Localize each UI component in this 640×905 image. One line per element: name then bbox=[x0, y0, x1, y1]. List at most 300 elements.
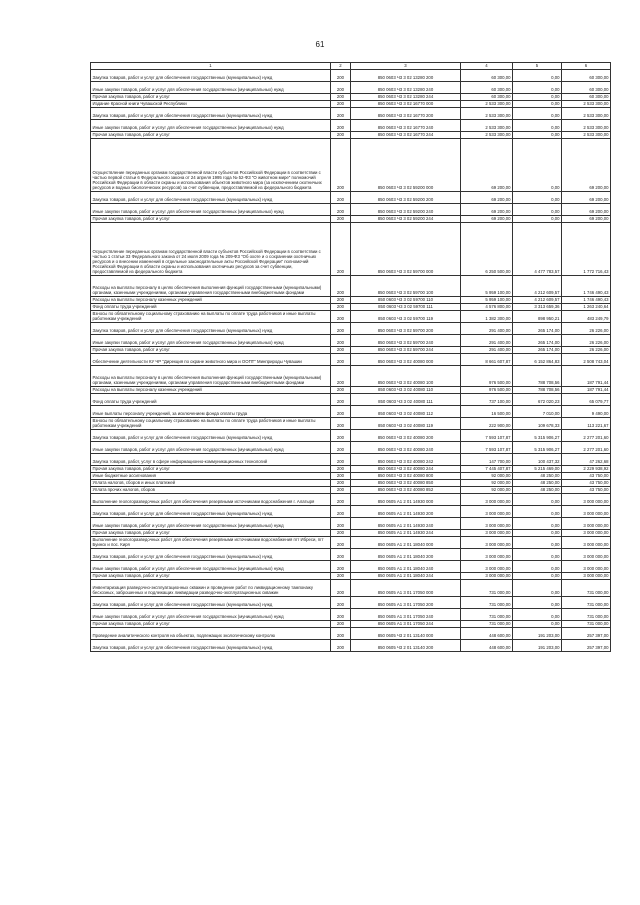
row-unexecuted-amount: 3 000 000,00 bbox=[562, 549, 611, 561]
table-row bbox=[91, 597, 611, 609]
row-description: Прочая закупка товаров, работ и услуг bbox=[91, 216, 331, 223]
row-budget-classification-code: 850 0605 А1 2 01 18040 240 bbox=[351, 561, 461, 573]
row-executed-amount: 5 315 906,27 bbox=[513, 442, 562, 454]
row-approved-amount: 731 000,00 bbox=[461, 609, 513, 621]
row-approved-amount: 2 533 300,00 bbox=[461, 101, 513, 108]
row-unexecuted-amount: 731 000,00 bbox=[562, 621, 611, 628]
row-budget-classification-code: 850 0603 Ч3 3 02 59700 119 bbox=[351, 311, 461, 323]
row-executed-amount: 0,00 bbox=[513, 101, 562, 108]
row-description: Закупка товаров, работ и услуг для обеспечения государственных (муниципальных) нужд bbox=[91, 597, 331, 609]
row-line-code: 200 bbox=[331, 120, 351, 132]
row-budget-classification-code: 850 0605 А1 3 01 17050 000 bbox=[351, 580, 461, 597]
row-executed-amount: 0,00 bbox=[513, 70, 562, 82]
row-line-code: 200 bbox=[331, 597, 351, 609]
row-unexecuted-amount: 69 200,00 bbox=[562, 204, 611, 216]
table-row bbox=[91, 640, 611, 652]
row-line-code: 200 bbox=[331, 609, 351, 621]
row-description: Расходы на выплаты персоналу казенных учреждений bbox=[91, 297, 331, 304]
row-line-code: 200 bbox=[331, 549, 351, 561]
row-executed-amount: 0,00 bbox=[513, 549, 562, 561]
row-approved-amount: 69 200,00 bbox=[461, 139, 513, 192]
row-unexecuted-amount: 113 221,67 bbox=[562, 418, 611, 430]
row-budget-classification-code: 850 0603 Ч3 3 02 40080 112 bbox=[351, 406, 461, 418]
row-budget-classification-code: 850 0603 Ч3 3 02 59200 244 bbox=[351, 216, 461, 223]
row-budget-classification-code: 850 0603 Ч3 3 02 40080 850 bbox=[351, 480, 461, 487]
row-line-code: 200 bbox=[331, 101, 351, 108]
table-row bbox=[91, 192, 611, 204]
row-approved-amount: 731 000,00 bbox=[461, 580, 513, 597]
row-description: Прочая закупка товаров, работ и услуг bbox=[91, 94, 331, 101]
row-unexecuted-amount: 43 750,00 bbox=[562, 480, 611, 487]
row-line-code: 200 bbox=[331, 573, 351, 580]
row-description: Иные закупки товаров, работ и услуг для обеспечения государственных (муниципальных) нужд bbox=[91, 561, 331, 573]
row-budget-classification-code: 850 0603 Ч3 3 02 13280 244 bbox=[351, 94, 461, 101]
row-description: Прочая закупка товаров, работ и услуг bbox=[91, 621, 331, 628]
row-approved-amount: 69 200,00 bbox=[461, 192, 513, 204]
row-budget-classification-code: 850 0603 Ч3 3 02 59700 100 bbox=[351, 276, 461, 297]
row-line-code: 200 bbox=[331, 323, 351, 335]
row-budget-classification-code: 850 0603 Ч3 3 02 40080 852 bbox=[351, 487, 461, 494]
row-line-code: 200 bbox=[331, 94, 351, 101]
table-row bbox=[91, 216, 611, 223]
row-unexecuted-amount: 1 772 716,43 bbox=[562, 223, 611, 276]
row-description: Инвентаризация разведочно-эксплуатационных скважин и проведение работ по ликвидационному тампонажу бесхозных, заброшенных и подлежащих ликвидации разведочно-эксплуатационных скважин bbox=[91, 580, 331, 597]
row-description: Осуществление переданных органам государственной власти субъектов Российской Федерации в соответствии с частью первой статьи 6 Федерального закона от 24 апреля 1995 года № 52-ФЗ "О животном мире" полномочий Российской Федерации в области охраны и использования объектов животного мира (за исключением охотничьих ресурсов и водных биологических ресурсов) за счет субвенции, предоставляемой из федерального бюджета bbox=[91, 139, 331, 192]
row-executed-amount: 0,00 bbox=[513, 108, 562, 120]
row-approved-amount: 3 000 000,00 bbox=[461, 573, 513, 580]
table-row bbox=[91, 347, 611, 354]
row-executed-amount: 48 250,00 bbox=[513, 473, 562, 480]
row-budget-classification-code: 850 0603 Ч3 3 02 13280 240 bbox=[351, 82, 461, 94]
row-approved-amount: 291 400,00 bbox=[461, 335, 513, 347]
table-row bbox=[91, 276, 611, 297]
row-approved-amount: 3 000 000,00 bbox=[461, 518, 513, 530]
row-budget-classification-code: 850 0603 Ч3 3 02 59700 240 bbox=[351, 335, 461, 347]
row-approved-amount: 976 500,00 bbox=[461, 387, 513, 394]
table-row bbox=[91, 387, 611, 394]
row-line-code: 200 bbox=[331, 132, 351, 139]
row-line-code: 200 bbox=[331, 406, 351, 418]
column-number: 3 bbox=[351, 63, 461, 70]
row-unexecuted-amount: 26 226,00 bbox=[562, 335, 611, 347]
row-approved-amount: 448 600,00 bbox=[461, 640, 513, 652]
row-approved-amount: 3 000 000,00 bbox=[461, 530, 513, 537]
row-executed-amount: 6 152 864,83 bbox=[513, 354, 562, 366]
row-executed-amount: 3 313 659,36 bbox=[513, 304, 562, 311]
row-line-code: 200 bbox=[331, 311, 351, 323]
table-row bbox=[91, 132, 611, 139]
row-executed-amount: 0,00 bbox=[513, 518, 562, 530]
row-budget-classification-code: 850 0603 Ч3 3 02 40080 100 bbox=[351, 366, 461, 387]
row-line-code: 200 bbox=[331, 487, 351, 494]
table-row bbox=[91, 120, 611, 132]
row-approved-amount: 6 250 500,00 bbox=[461, 223, 513, 276]
table-row bbox=[91, 487, 611, 494]
row-approved-amount: 69 200,00 bbox=[461, 216, 513, 223]
row-description: Закупка товаров, работ и услуг для обеспечения государственных (муниципальных) нужд bbox=[91, 549, 331, 561]
row-line-code: 200 bbox=[331, 394, 351, 406]
row-line-code: 200 bbox=[331, 108, 351, 120]
row-line-code: 200 bbox=[331, 537, 351, 549]
row-description: Взносы по обязательному социальному страхованию на выплаты по оплате труда работников и иные выплаты работникам учреждений bbox=[91, 311, 331, 323]
row-budget-classification-code: 850 0603 Ч3 3 02 40080 111 bbox=[351, 394, 461, 406]
row-budget-classification-code: 850 0605 А1 3 01 17050 240 bbox=[351, 609, 461, 621]
row-description: Закупка товаров, работ и услуг для обеспечения государственных (муниципальных) нужд bbox=[91, 108, 331, 120]
row-executed-amount: 109 678,33 bbox=[513, 418, 562, 430]
row-budget-classification-code: 850 0603 Ч3 3 02 40080 800 bbox=[351, 473, 461, 480]
row-executed-amount: 898 950,21 bbox=[513, 311, 562, 323]
row-unexecuted-amount: 2 277 201,60 bbox=[562, 430, 611, 442]
row-executed-amount: 265 174,00 bbox=[513, 335, 562, 347]
row-budget-classification-code: 850 0605 А1 2 01 14930 240 bbox=[351, 518, 461, 530]
row-description: Фонд оплаты труда учреждений bbox=[91, 304, 331, 311]
table-row bbox=[91, 430, 611, 442]
row-description: Уплата налогов, сборов и иных платежей bbox=[91, 480, 331, 487]
row-approved-amount: 60 300,00 bbox=[461, 82, 513, 94]
row-line-code: 200 bbox=[331, 442, 351, 454]
row-approved-amount: 69 200,00 bbox=[461, 204, 513, 216]
row-executed-amount: 672 020,23 bbox=[513, 394, 562, 406]
row-description: Иные закупки товаров, работ и услуг для обеспечения государственных (муниципальных) нужд bbox=[91, 609, 331, 621]
row-approved-amount: 448 600,00 bbox=[461, 628, 513, 640]
column-number: 5 bbox=[513, 63, 562, 70]
row-executed-amount: 48 250,00 bbox=[513, 480, 562, 487]
row-line-code: 200 bbox=[331, 82, 351, 94]
row-unexecuted-amount: 483 249,79 bbox=[562, 311, 611, 323]
row-unexecuted-amount: 1 746 490,43 bbox=[562, 297, 611, 304]
budget-execution-table bbox=[90, 62, 611, 652]
row-unexecuted-amount: 26 226,00 bbox=[562, 347, 611, 354]
table-row bbox=[91, 561, 611, 573]
row-approved-amount: 2 533 300,00 bbox=[461, 132, 513, 139]
row-description: Иные закупки товаров, работ и услуг для обеспечения государственных (муниципальных) нужд bbox=[91, 335, 331, 347]
row-budget-classification-code: 850 0603 Ч3 3 02 59700 200 bbox=[351, 323, 461, 335]
row-budget-classification-code: 850 0603 Ч3 3 02 40080 240 bbox=[351, 442, 461, 454]
table-row bbox=[91, 394, 611, 406]
table-row bbox=[91, 580, 611, 597]
row-line-code: 200 bbox=[331, 466, 351, 473]
row-approved-amount: 3 000 000,00 bbox=[461, 494, 513, 506]
row-executed-amount: 0,00 bbox=[513, 537, 562, 549]
row-approved-amount: 2 533 300,00 bbox=[461, 120, 513, 132]
row-budget-classification-code: 850 0603 Ч3 3 02 59200 240 bbox=[351, 204, 461, 216]
row-description: Иные закупки товаров, работ и услуг для обеспечения государственных (муниципальных) нужд bbox=[91, 120, 331, 132]
row-budget-classification-code: 850 0603 Ч3 3 02 59200 000 bbox=[351, 139, 461, 192]
row-line-code: 200 bbox=[331, 530, 351, 537]
column-number-row bbox=[91, 63, 611, 70]
table-row bbox=[91, 418, 611, 430]
row-description: Осуществление переданных органам государственной власти субъектов Российской Федерации в соответствии с частью 1 статьи 33 Федерального закона от 24 июля 2009 года № 209-ФЗ "Об охоте и о сохранении охотничьих ресурсов и о внесении изменений в отдельные законодательные акты Российской Федерации" полномочий Российской Федерации в области охраны и использования охотничьих ресурсов за счет субвенции, предоставляемой из федерального бюджета bbox=[91, 223, 331, 276]
row-description: Издание Красной книги Чувашской Республики bbox=[91, 101, 331, 108]
row-executed-amount: 0,00 bbox=[513, 494, 562, 506]
row-unexecuted-amount: 187 791,44 bbox=[562, 366, 611, 387]
row-unexecuted-amount: 60 300,00 bbox=[562, 70, 611, 82]
row-unexecuted-amount: 2 533 300,00 bbox=[562, 108, 611, 120]
row-approved-amount: 222 900,00 bbox=[461, 418, 513, 430]
row-description: Обеспечение деятельности КУ ЧР "Дирекция по охране животного мира и ООПТ" Минприроды Чувашии bbox=[91, 354, 331, 366]
row-unexecuted-amount: 2 533 300,00 bbox=[562, 132, 611, 139]
row-line-code: 200 bbox=[331, 223, 351, 276]
row-executed-amount: 0,00 bbox=[513, 139, 562, 192]
row-budget-classification-code: 850 0605 А1 2 01 14930 244 bbox=[351, 530, 461, 537]
row-budget-classification-code: 850 0603 Ч3 3 02 16770 240 bbox=[351, 120, 461, 132]
row-executed-amount: 0,00 bbox=[513, 530, 562, 537]
row-executed-amount: 7 010,00 bbox=[513, 406, 562, 418]
table-row bbox=[91, 354, 611, 366]
row-description: Прочая закупка товаров, работ и услуг bbox=[91, 132, 331, 139]
table-row bbox=[91, 304, 611, 311]
row-line-code: 200 bbox=[331, 473, 351, 480]
column-number: 2 bbox=[331, 63, 351, 70]
row-unexecuted-amount: 60 300,00 bbox=[562, 94, 611, 101]
row-unexecuted-amount: 3 000 000,00 bbox=[562, 530, 611, 537]
row-budget-classification-code: 850 0605 А1 2 01 14930 000 bbox=[351, 494, 461, 506]
table-row bbox=[91, 323, 611, 335]
row-unexecuted-amount: 3 000 000,00 bbox=[562, 506, 611, 518]
row-executed-amount: 48 250,00 bbox=[513, 487, 562, 494]
row-line-code: 200 bbox=[331, 70, 351, 82]
row-unexecuted-amount: 69 200,00 bbox=[562, 139, 611, 192]
row-executed-amount: 0,00 bbox=[513, 132, 562, 139]
row-executed-amount: 0,00 bbox=[513, 192, 562, 204]
row-budget-classification-code: 850 0603 Ч3 3 02 16770 200 bbox=[351, 108, 461, 120]
row-approved-amount: 731 000,00 bbox=[461, 597, 513, 609]
row-unexecuted-amount: 60 300,00 bbox=[562, 82, 611, 94]
row-description: Проведение аналитического контроля на объектах, подлежащих экологическому контролю bbox=[91, 628, 331, 640]
row-approved-amount: 92 000,00 bbox=[461, 473, 513, 480]
row-approved-amount: 291 400,00 bbox=[461, 323, 513, 335]
row-budget-classification-code: 850 0603 Ч3 3 02 16770 244 bbox=[351, 132, 461, 139]
table-row bbox=[91, 506, 611, 518]
row-line-code: 200 bbox=[331, 640, 351, 652]
row-line-code: 200 bbox=[331, 366, 351, 387]
row-approved-amount: 291 400,00 bbox=[461, 347, 513, 354]
row-approved-amount: 5 959 100,00 bbox=[461, 297, 513, 304]
row-executed-amount: 265 174,00 bbox=[513, 323, 562, 335]
row-unexecuted-amount: 43 750,00 bbox=[562, 473, 611, 480]
row-unexecuted-amount: 43 750,00 bbox=[562, 487, 611, 494]
table-row bbox=[91, 494, 611, 506]
row-description: Иные закупки товаров, работ и услуг для обеспечения государственных (муниципальных) нужд bbox=[91, 204, 331, 216]
row-budget-classification-code: 850 0605 А1 3 01 17050 244 bbox=[351, 621, 461, 628]
table-row bbox=[91, 297, 611, 304]
row-budget-classification-code: 850 0603 Ч3 3 02 59700 000 bbox=[351, 223, 461, 276]
row-budget-classification-code: 850 0605 А1 3 01 17050 200 bbox=[351, 597, 461, 609]
row-unexecuted-amount: 3 000 000,00 bbox=[562, 573, 611, 580]
table-row bbox=[91, 454, 611, 466]
row-approved-amount: 5 959 100,00 bbox=[461, 276, 513, 297]
table-row bbox=[91, 537, 611, 549]
table-body bbox=[91, 70, 611, 652]
row-description: Иные закупки товаров, работ и услуг для обеспечения государственных (муниципальных) нужд bbox=[91, 518, 331, 530]
row-executed-amount: 100 437,32 bbox=[513, 454, 562, 466]
table-row bbox=[91, 573, 611, 580]
row-line-code: 200 bbox=[331, 297, 351, 304]
page-number: 61 bbox=[315, 40, 325, 49]
row-approved-amount: 731 000,00 bbox=[461, 621, 513, 628]
row-description: Взносы по обязательному социальному страхованию на выплаты по оплате труда работников и иные выплаты работникам учреждений bbox=[91, 418, 331, 430]
row-unexecuted-amount: 47 262,68 bbox=[562, 454, 611, 466]
row-line-code: 200 bbox=[331, 139, 351, 192]
row-unexecuted-amount: 2 508 743,04 bbox=[562, 354, 611, 366]
row-line-code: 200 bbox=[331, 454, 351, 466]
row-unexecuted-amount: 3 000 000,00 bbox=[562, 561, 611, 573]
table-row bbox=[91, 466, 611, 473]
column-number: 6 bbox=[562, 63, 611, 70]
row-unexecuted-amount: 187 791,44 bbox=[562, 387, 611, 394]
row-budget-classification-code: 850 0603 Ч3 3 02 59700 110 bbox=[351, 297, 461, 304]
row-approved-amount: 3 000 000,00 bbox=[461, 561, 513, 573]
row-executed-amount: 5 215 469,00 bbox=[513, 466, 562, 473]
row-description: Иные выплаты персоналу учреждений, за исключением фонда оплаты труда bbox=[91, 406, 331, 418]
table-row bbox=[91, 530, 611, 537]
row-description: Фонд оплаты труда учреждений bbox=[91, 394, 331, 406]
row-approved-amount: 1 382 300,00 bbox=[461, 311, 513, 323]
table-row bbox=[91, 82, 611, 94]
row-approved-amount: 3 000 000,00 bbox=[461, 537, 513, 549]
row-description: Закупка товаров, работ и услуг для обеспечения государственных (муниципальных) нужд bbox=[91, 192, 331, 204]
row-approved-amount: 2 533 300,00 bbox=[461, 108, 513, 120]
column-number: 4 bbox=[461, 63, 513, 70]
row-executed-amount: 0,00 bbox=[513, 94, 562, 101]
row-description: Прочая закупка товаров, работ и услуг bbox=[91, 466, 331, 473]
row-line-code: 200 bbox=[331, 621, 351, 628]
row-unexecuted-amount: 26 226,00 bbox=[562, 323, 611, 335]
row-budget-classification-code: 850 0603 Ч3 3 02 40080 119 bbox=[351, 418, 461, 430]
table-row bbox=[91, 204, 611, 216]
table-row bbox=[91, 621, 611, 628]
table-row bbox=[91, 549, 611, 561]
row-unexecuted-amount: 731 000,00 bbox=[562, 597, 611, 609]
row-budget-classification-code: 850 0603 Ч3 3 02 59700 111 bbox=[351, 304, 461, 311]
table-row bbox=[91, 480, 611, 487]
row-description: Выполнение геологоразведочных работ для обеспечения резервными источниками водоснабжения г. Алатыря bbox=[91, 494, 331, 506]
row-approved-amount: 60 300,00 bbox=[461, 94, 513, 101]
row-line-code: 200 bbox=[331, 387, 351, 394]
row-line-code: 200 bbox=[331, 628, 351, 640]
table-row bbox=[91, 101, 611, 108]
row-budget-classification-code: 850 0605 Ч3 2 01 13140 200 bbox=[351, 640, 461, 652]
row-unexecuted-amount: 69 200,00 bbox=[562, 216, 611, 223]
row-approved-amount: 3 000 000,00 bbox=[461, 506, 513, 518]
row-budget-classification-code: 850 0603 Ч3 3 02 59200 200 bbox=[351, 192, 461, 204]
row-description: Выполнение геологоразведочных работ для обеспечения резервными источниками водоснабжения пгт Ибреси, пгт Буинск и пос. Киря bbox=[91, 537, 331, 549]
row-unexecuted-amount: 2 533 300,00 bbox=[562, 101, 611, 108]
row-executed-amount: 0,00 bbox=[513, 82, 562, 94]
row-budget-classification-code: 850 0603 Ч3 3 02 59700 244 bbox=[351, 347, 461, 354]
table-row bbox=[91, 406, 611, 418]
row-description: Расходы на выплаты персоналу казенных учреждений bbox=[91, 387, 331, 394]
row-executed-amount: 0,00 bbox=[513, 204, 562, 216]
row-unexecuted-amount: 3 000 000,00 bbox=[562, 537, 611, 549]
row-description: Уплата прочих налогов, сборов bbox=[91, 487, 331, 494]
row-executed-amount: 265 174,00 bbox=[513, 347, 562, 354]
row-budget-classification-code: 850 0605 А1 2 01 18040 000 bbox=[351, 537, 461, 549]
row-line-code: 200 bbox=[331, 276, 351, 297]
table-row bbox=[91, 442, 611, 454]
row-executed-amount: 0,00 bbox=[513, 621, 562, 628]
table-row bbox=[91, 628, 611, 640]
row-line-code: 200 bbox=[331, 216, 351, 223]
row-budget-classification-code: 850 0603 Ч3 3 02 40080 244 bbox=[351, 466, 461, 473]
row-executed-amount: 4 212 609,57 bbox=[513, 276, 562, 297]
table-row bbox=[91, 518, 611, 530]
table-row bbox=[91, 311, 611, 323]
row-unexecuted-amount: 69 200,00 bbox=[562, 192, 611, 204]
row-budget-classification-code: 850 0603 Ч3 3 02 40080 200 bbox=[351, 430, 461, 442]
row-line-code: 200 bbox=[331, 204, 351, 216]
row-line-code: 200 bbox=[331, 418, 351, 430]
table-row bbox=[91, 70, 611, 82]
row-unexecuted-amount: 65 079,77 bbox=[562, 394, 611, 406]
row-line-code: 200 bbox=[331, 506, 351, 518]
table-row bbox=[91, 335, 611, 347]
row-budget-classification-code: 850 0603 Ч3 3 02 40080 110 bbox=[351, 387, 461, 394]
row-unexecuted-amount: 731 000,00 bbox=[562, 580, 611, 597]
row-description: Закупка товаров, работ и услуг для обеспечения государственных (муниципальных) нужд bbox=[91, 323, 331, 335]
row-description: Закупка товаров, работ и услуг для обеспечения государственных (муниципальных) нужд bbox=[91, 70, 331, 82]
row-budget-classification-code: 850 0605 А1 2 01 14930 200 bbox=[351, 506, 461, 518]
row-description: Закупка товаров, работ и услуг для обеспечения государственных (муниципальных) нужд bbox=[91, 640, 331, 652]
row-line-code: 200 bbox=[331, 304, 351, 311]
row-executed-amount: 191 203,00 bbox=[513, 640, 562, 652]
row-unexecuted-amount: 3 000 000,00 bbox=[562, 518, 611, 530]
row-approved-amount: 4 576 800,00 bbox=[461, 304, 513, 311]
row-executed-amount: 4 477 783,57 bbox=[513, 223, 562, 276]
row-description: Расходы на выплаты персоналу в целях обеспечения выполнения функций государственными (муниципальными) органами, казенными учреждениями, органами управления государственными внебюджетными фондами bbox=[91, 276, 331, 297]
row-approved-amount: 92 000,00 bbox=[461, 487, 513, 494]
row-approved-amount: 3 000 000,00 bbox=[461, 549, 513, 561]
table-row bbox=[91, 139, 611, 192]
row-approved-amount: 147 700,00 bbox=[461, 454, 513, 466]
row-executed-amount: 5 315 906,27 bbox=[513, 430, 562, 442]
row-executed-amount: 788 708,56 bbox=[513, 387, 562, 394]
row-executed-amount: 0,00 bbox=[513, 597, 562, 609]
row-executed-amount: 191 203,00 bbox=[513, 628, 562, 640]
row-budget-classification-code: 850 0603 Ч3 3 02 40080 242 bbox=[351, 454, 461, 466]
row-budget-classification-code: 850 0605 А1 2 01 18040 200 bbox=[351, 549, 461, 561]
row-unexecuted-amount: 731 000,00 bbox=[562, 609, 611, 621]
table-row bbox=[91, 94, 611, 101]
row-line-code: 200 bbox=[331, 430, 351, 442]
row-unexecuted-amount: 2 229 938,92 bbox=[562, 466, 611, 473]
row-description: Закупка товаров, работ, услуг в сфере информационно-коммуникационных технологий bbox=[91, 454, 331, 466]
row-executed-amount: 4 212 609,57 bbox=[513, 297, 562, 304]
row-description: Расходы на выплаты персоналу в целях обеспечения выполнения функций государственными (муниципальными) органами, казенными учреждениями, органами управления государственными внебюджетными фондами bbox=[91, 366, 331, 387]
row-budget-classification-code: 850 0603 Ч3 3 02 40080 000 bbox=[351, 354, 461, 366]
row-description: Иные закупки товаров, работ и услуг для обеспечения государственных (муниципальных) нужд bbox=[91, 442, 331, 454]
row-description: Иные закупки товаров, работ и услуг для обеспечения государственных (муниципальных) нужд bbox=[91, 82, 331, 94]
row-executed-amount: 0,00 bbox=[513, 609, 562, 621]
row-executed-amount: 0,00 bbox=[513, 573, 562, 580]
row-budget-classification-code: 850 0603 Ч3 3 02 13280 200 bbox=[351, 70, 461, 82]
row-approved-amount: 7 445 407,87 bbox=[461, 466, 513, 473]
row-unexecuted-amount: 257 397,00 bbox=[562, 640, 611, 652]
row-description: Закупка товаров, работ и услуг для обеспечения государственных (муниципальных) нужд bbox=[91, 506, 331, 518]
row-line-code: 200 bbox=[331, 518, 351, 530]
row-line-code: 200 bbox=[331, 480, 351, 487]
row-approved-amount: 737 100,00 bbox=[461, 394, 513, 406]
row-description: Закупка товаров, работ и услуг для обеспечения государственных (муниципальных) нужд bbox=[91, 430, 331, 442]
row-executed-amount: 0,00 bbox=[513, 120, 562, 132]
table-row bbox=[91, 609, 611, 621]
row-executed-amount: 0,00 bbox=[513, 580, 562, 597]
row-approved-amount: 7 593 107,87 bbox=[461, 442, 513, 454]
row-unexecuted-amount: 2 277 201,60 bbox=[562, 442, 611, 454]
table-row bbox=[91, 108, 611, 120]
row-line-code: 200 bbox=[331, 192, 351, 204]
row-line-code: 200 bbox=[331, 580, 351, 597]
